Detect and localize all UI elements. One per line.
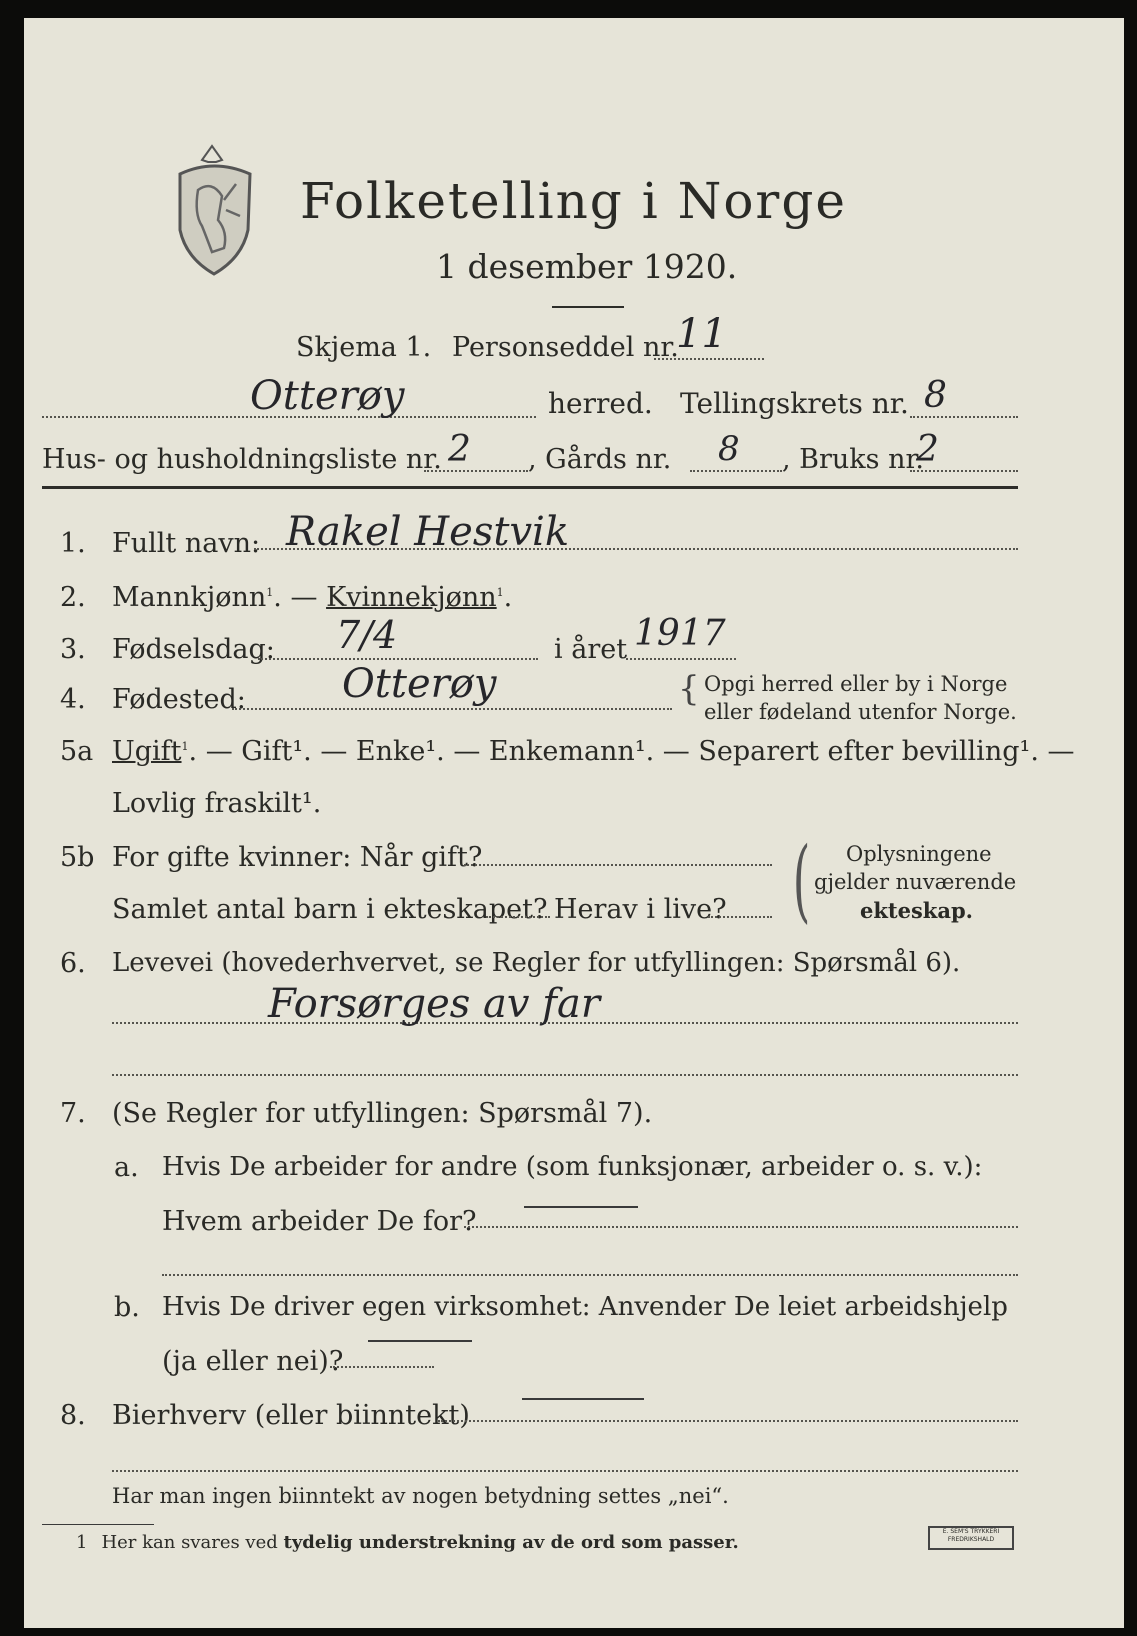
q5b-note-2: gjelder nuværende	[814, 870, 1017, 894]
q5a-number: 5a	[60, 736, 94, 767]
footer-note: Har man ingen biinntekt av nogen betydning settes „nei“.	[112, 1484, 729, 1508]
q5b-note-1: Oplysningene	[846, 842, 992, 866]
q3-number: 3.	[60, 634, 86, 665]
occupation-value: Forsørges av far	[268, 981, 600, 1027]
personseddel-label: Personseddel nr.	[452, 332, 679, 363]
form-date: 1 desember 1920.	[436, 247, 738, 286]
gards-label: , Gårds nr.	[528, 444, 672, 475]
birthday-value: 7/4	[336, 613, 398, 657]
q5b-note-3: ekteskap.	[860, 898, 973, 923]
full-name-value: Rakel Hestvik	[286, 509, 570, 555]
q2-number: 2.	[60, 582, 86, 613]
birth-year-value: 1917	[634, 613, 726, 654]
coat-of-arms-icon	[172, 140, 256, 280]
herred-label: herred.	[548, 387, 653, 420]
q5b-label-3: Herav i live?	[554, 894, 727, 925]
q6-number: 6.	[60, 948, 86, 979]
q7a-number: a.	[114, 1152, 139, 1183]
household-label: Hus- og husholdningsliste nr.	[42, 444, 442, 475]
q7-number: 7.	[60, 1098, 86, 1129]
year-label: i året	[554, 634, 628, 665]
q4-label: Fødested:	[112, 684, 246, 715]
skjema-label: Skjema 1.	[296, 332, 432, 363]
q4-number: 4.	[60, 684, 86, 715]
q7b-number: b.	[114, 1292, 140, 1323]
q7b-label-2: (ja eller nei)?	[162, 1346, 344, 1377]
q5b-label-2: Samlet antal barn i ekteskapet?	[112, 894, 548, 925]
q5b-label-1: For gifte kvinner: Når gift?	[112, 842, 483, 873]
q2-gender: Mannkjønn$^1$. — Kvinnekjønn$^1$.	[112, 582, 513, 613]
q8-dash	[522, 1398, 644, 1400]
kvinnekjonn-option: Kvinnekjønn	[326, 582, 497, 613]
bruks-label: , Bruks nr.	[782, 444, 925, 475]
q8-label: Bierhverv (eller biinntekt)	[112, 1400, 470, 1431]
q4-note-1: Opgi herred eller by i Norge	[704, 672, 1008, 696]
q5a-options: Ugift$^1$. — Gift¹. — Enke¹. — Enkemann¹. — Separert efter bevilling¹. —	[112, 736, 1075, 767]
tellingskrets-label: Tellingskrets nr.	[680, 387, 909, 420]
ugift-option: Ugift	[112, 736, 182, 767]
mannkjonn-option: Mannkjønn	[112, 582, 267, 613]
q7b-label-1: Hvis De driver egen virksomhet: Anvender De leiet arbeidshjelp	[162, 1292, 1008, 1322]
gards-value: 8	[718, 429, 740, 469]
q7a-dash	[524, 1206, 638, 1208]
q1-number: 1.	[60, 528, 86, 559]
census-form: Folketelling i Norge 1 desember 1920. Skjema 1. Personseddel nr. 11 Otterøy herred. Tellingskrets nr. 8 Hus- og husholdningsliste nr. 2 , Gårds nr. 8 , Bruks nr. 2 1. Fullt navn: Rakel Hestvik 2. Mannkjønn$^1$. — Kvinnekjønn$^1$. 3. Fødselsdag: 7/4 i året 1917 4. Fødested: Otterøy { Opgi herred eller by i Norge eller fødeland utenfor Norge. 5a Ugift$^1$. — Gift¹. — Enke¹. — Enkemann¹. — Separert efter bevilling¹. — Lovlig fraskilt¹. 5b For gifte kvinner: Når gift? Samlet antal barn i ekteskapet? Herav i live? ( Oplysningene gjelder nuværende ekteskap. 6. Levevei (hovederhvervet, se Regler for utfyllingen: Spørsmål 6). Forsørges av far 7. (Se Regler for utfyllingen: Spørsmål 7). a. Hvis De arbeider for andre (som funksjonær, arbeider o. s. v.): Hvem arbeider De for? b. Hvis De driver egen virksomhet: Anvender De leiet arbeidshjelp (ja eller nei)? 8. Bierhverv (eller biinntekt) Har man ingen biinntekt av nogen betydning settes „nei“. 1 Her kan svares ved tydelig understrekning av de ord som passer. E. SEM'S TRYKKERI FREDRIKSHALD	[24, 18, 1124, 1628]
q8-number: 8.	[60, 1400, 86, 1431]
title-divider	[552, 306, 624, 308]
tellingskrets-value: 8	[924, 375, 947, 416]
q4-note-2: eller fødeland utenfor Norge.	[704, 700, 1017, 724]
footnote: 1 Her kan svares ved tydelig understrekning av de ord som passer.	[76, 1532, 739, 1553]
header-divider	[42, 486, 1018, 489]
footnote-divider	[42, 1524, 154, 1525]
q3-label: Fødselsdag:	[112, 634, 275, 665]
herred-value: Otterøy	[250, 373, 405, 419]
personseddel-value: 11	[676, 311, 727, 357]
q5b-number: 5b	[60, 842, 95, 873]
q7b-dash	[368, 1340, 472, 1342]
q1-label: Fullt navn:	[112, 528, 261, 559]
printer-stamp: E. SEM'S TRYKKERI FREDRIKSHALD	[928, 1526, 1014, 1550]
bruks-value: 2	[916, 429, 939, 470]
household-value: 2	[448, 429, 471, 470]
q7a-label-2: Hvem arbeider De for?	[162, 1206, 477, 1237]
q6-label: Levevei (hovederhvervet, se Regler for utfyllingen: Spørsmål 6).	[112, 948, 961, 978]
q7a-label-1: Hvis De arbeider for andre (som funksjonær, arbeider o. s. v.):	[162, 1152, 983, 1182]
birthplace-value: Otterøy	[342, 661, 497, 707]
q7-label: (Se Regler for utfyllingen: Spørsmål 7).	[112, 1098, 653, 1129]
q5a-line2: Lovlig fraskilt¹.	[112, 788, 322, 819]
form-title: Folketelling i Norge	[300, 172, 847, 230]
